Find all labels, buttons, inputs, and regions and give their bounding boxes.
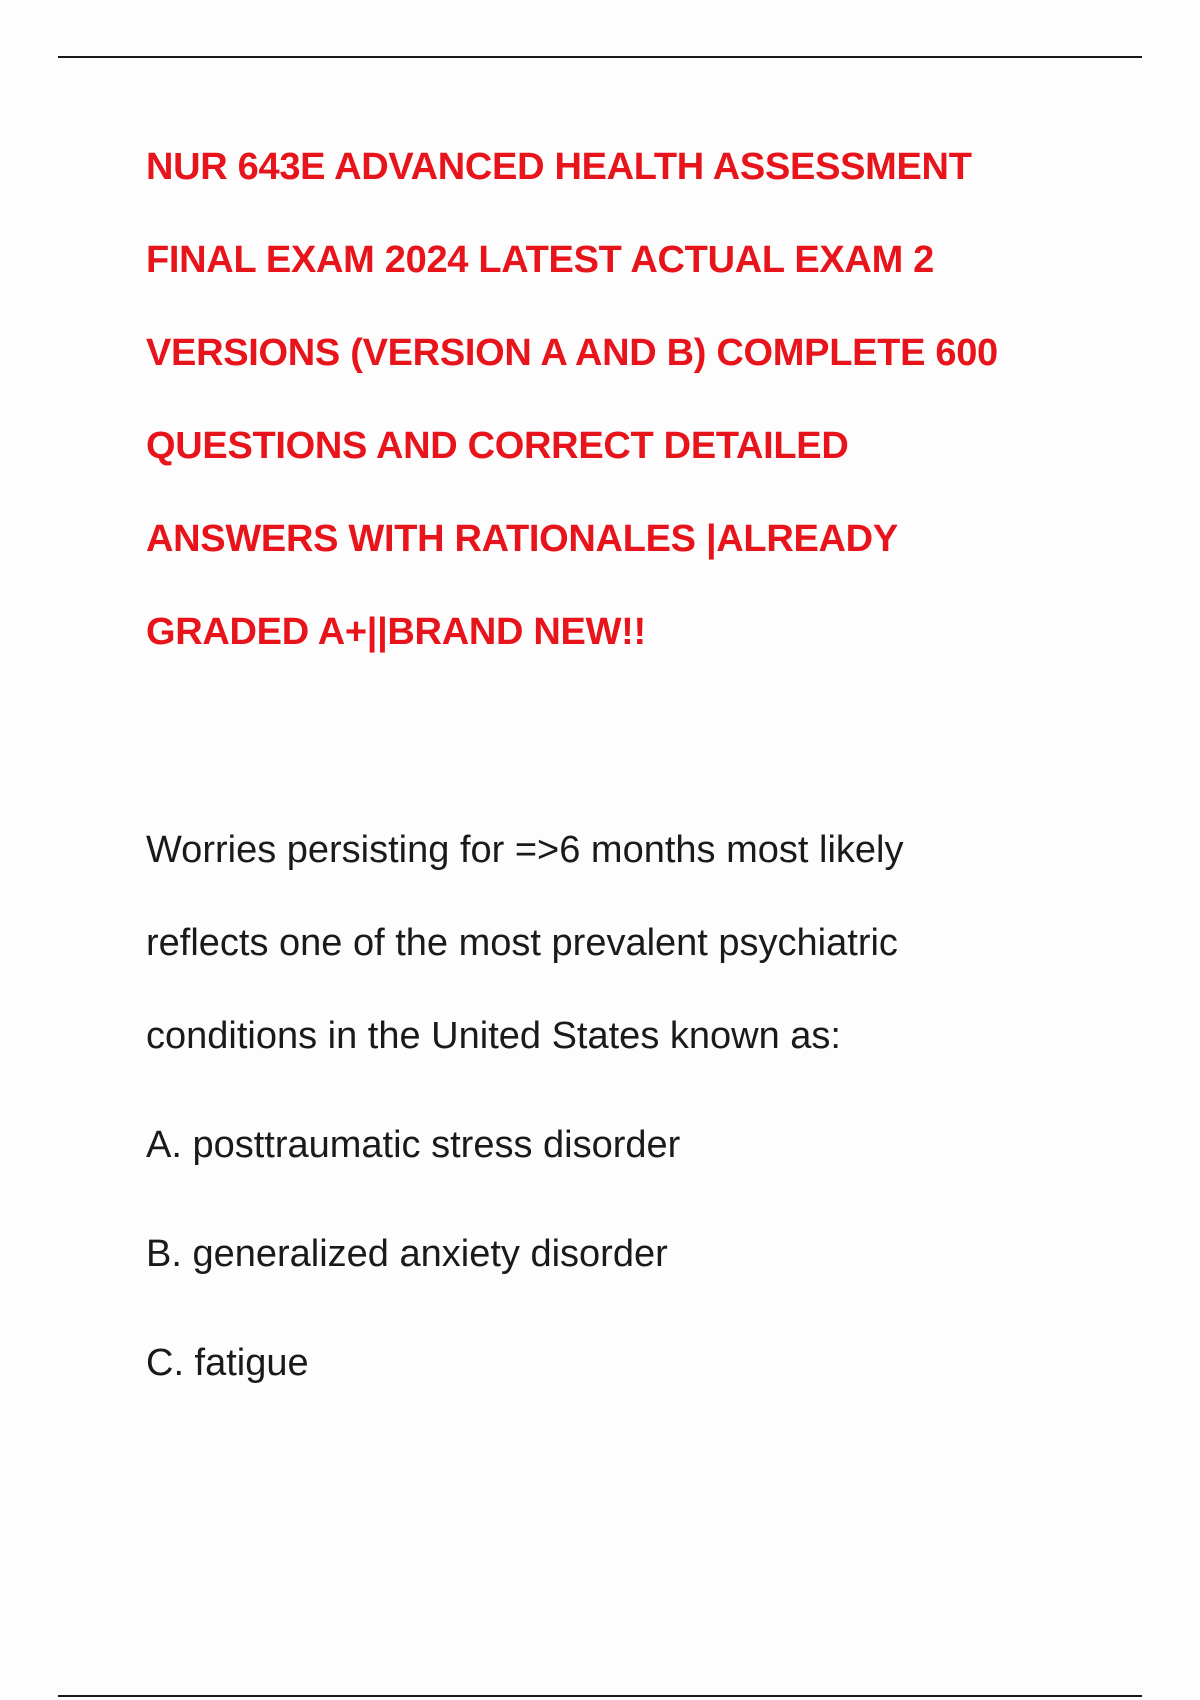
option-a: A. posttraumatic stress disorder [146, 1124, 681, 1166]
bottom-divider [58, 1695, 1142, 1697]
title-line: ANSWERS WITH RATIONALES |ALREADY [146, 518, 898, 560]
question-line: reflects one of the most prevalent psychiatric [146, 922, 898, 964]
option-c: C. fatigue [146, 1342, 309, 1384]
option-b: B. generalized anxiety disorder [146, 1233, 668, 1275]
title-line: NUR 643E ADVANCED HEALTH ASSESSMENT [146, 146, 972, 188]
question-line: conditions in the United States known as: [146, 1015, 841, 1057]
question-line: Worries persisting for =>6 months most likely [146, 829, 904, 871]
title-line: FINAL EXAM 2024 LATEST ACTUAL EXAM 2 [146, 239, 935, 281]
top-divider [58, 56, 1142, 58]
title-line: GRADED A+||BRAND NEW!! [146, 611, 646, 653]
title-line: VERSIONS (VERSION A AND B) COMPLETE 600 [146, 332, 998, 374]
title-line: QUESTIONS AND CORRECT DETAILED [146, 425, 849, 467]
